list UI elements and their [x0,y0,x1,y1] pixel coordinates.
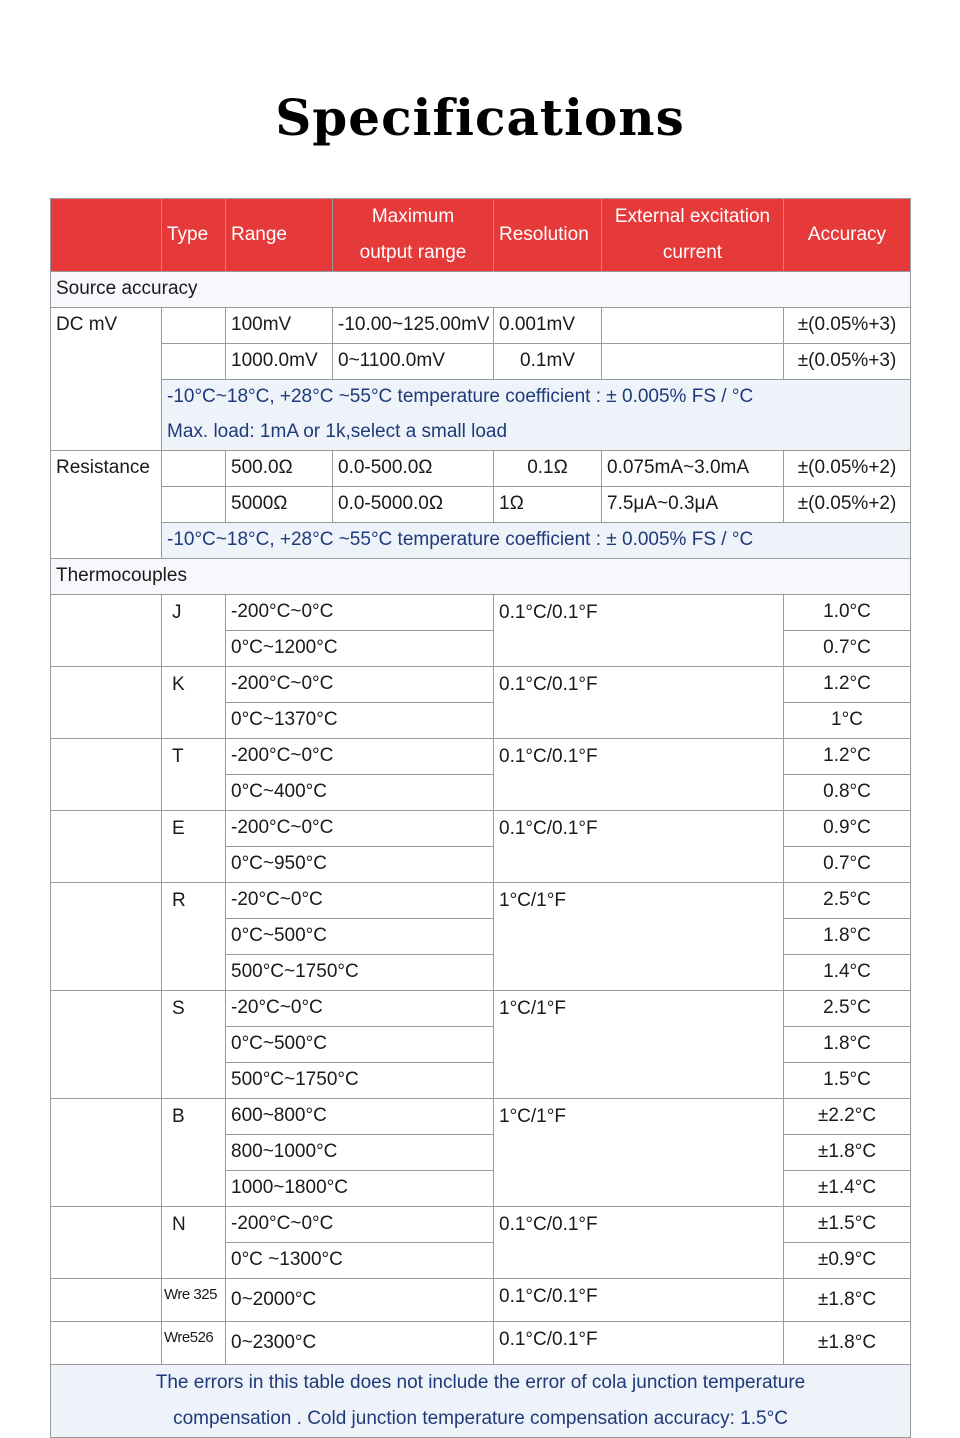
thermocouple-type: S [162,991,226,1099]
accuracy-cell: 0.7°C [784,631,911,667]
page-title: Specifications [275,88,685,147]
accuracy-cell: 1.8°C [784,919,911,955]
accuracy-cell: ±1.8°C [784,1279,911,1322]
table-row [51,308,911,344]
excitation-cell: 7.5μA~0.3μA [602,487,784,523]
accuracy-cell: ±1.8°C [784,1322,911,1365]
accuracy-cell: ±(0.05%+2) [784,451,911,487]
max-load-note: Max. load: 1mA or 1k,select a small load [162,415,911,451]
range-cell: 0~2000°C [226,1279,494,1322]
range-cell: 0~2300°C [226,1322,494,1365]
accuracy-cell: ±(0.05%+3) [784,344,911,380]
thermocouple-type: N [162,1207,226,1279]
table-header-row [51,199,911,272]
footer-note-line1: The errors in this table does not include the error of cola junction temperature [155,1372,806,1393]
range-cell: 0°C~1200°C [226,631,494,667]
header-excitation-line1: External excitation [614,206,771,227]
header-range: Range [226,199,333,272]
range-cell: 0°C~500°C [226,919,494,955]
resolution-cell: 0.1°C/0.1°F [494,1322,784,1365]
range-cell: 0°C~500°C [226,1027,494,1063]
cold-junction-note [51,1365,911,1438]
spec-table [50,198,911,1438]
resolution-cell: 1°C/1°F [494,883,784,991]
thermocouple-type: Wre526 [162,1322,226,1365]
resistance-label: Resistance [51,451,162,559]
resolution-cell: 0.1°C/0.1°F [494,739,784,811]
blank-cell [51,1279,162,1322]
table-row [51,811,911,847]
range-cell: 500.0Ω [226,451,333,487]
section-row-thermocouples [51,559,911,595]
accuracy-cell: ±1.4°C [784,1171,911,1207]
accuracy-cell: 1.5°C [784,1063,911,1099]
range-cell: 500°C~1750°C [226,1063,494,1099]
accuracy-cell: ±(0.05%+3) [784,308,911,344]
accuracy-cell: ±1.8°C [784,1135,911,1171]
header-type: Type [162,199,226,272]
table-row [51,1207,911,1243]
table-row [51,487,911,523]
header-accuracy: Accuracy [784,199,911,272]
header-excitation-line2: current [662,242,723,263]
table-row [51,739,911,775]
header-max-output [333,199,494,272]
blank-cell [51,1099,162,1207]
footer-note-row [51,1365,911,1438]
thermocouple-type: R [162,883,226,991]
range-cell: 5000Ω [226,487,333,523]
type-cell [162,308,226,344]
accuracy-cell: 1.0°C [784,595,911,631]
accuracy-cell: ±0.9°C [784,1243,911,1279]
type-cell [162,344,226,380]
section-row-source-accuracy [51,272,911,308]
table-row [51,595,911,631]
blank-cell [51,991,162,1099]
accuracy-cell: 1°C [784,703,911,739]
thermocouple-type: Wre 325 [162,1279,226,1322]
accuracy-cell: ±1.5°C [784,1207,911,1243]
range-cell: 600~800°C [226,1099,494,1135]
thermocouple-type: E [162,811,226,883]
resolution-cell: 1Ω [494,487,602,523]
accuracy-cell: 1.2°C [784,739,911,775]
range-cell: 100mV [226,308,333,344]
range-cell: 1000~1800°C [226,1171,494,1207]
range-cell: 0°C~950°C [226,847,494,883]
blank-cell [51,667,162,739]
table-row [51,1099,911,1135]
header-max-output-line1: Maximum [371,206,455,227]
accuracy-cell: 0.8°C [784,775,911,811]
excitation-cell [602,308,784,344]
excitation-cell: 0.075mA~3.0mA [602,451,784,487]
max-output-cell: -10.00~125.00mV [333,308,494,344]
range-cell: 0°C~1370°C [226,703,494,739]
max-output-cell: 0.0-500.0Ω [333,451,494,487]
table-row [51,344,911,380]
resolution-cell: 1°C/1°F [494,1099,784,1207]
range-cell: 500°C~1750°C [226,955,494,991]
table-row [51,883,911,919]
accuracy-cell: 0.9°C [784,811,911,847]
range-cell: 0°C~400°C [226,775,494,811]
footer-note-line2: compensation . Cold junction temperature compensation accuracy: 1.5°C [173,1408,788,1429]
section-label: Thermocouples [51,559,911,595]
thermocouple-type: K [162,667,226,739]
range-cell: 800~1000°C [226,1135,494,1171]
range-cell: 0°C ~1300°C [226,1243,494,1279]
resolution-cell: 0.001mV [494,308,602,344]
resolution-cell: 0.1°C/0.1°F [494,595,784,667]
header-blank [51,199,162,272]
thermocouple-type: J [162,595,226,667]
accuracy-cell: 1.4°C [784,955,911,991]
table-row [51,1322,911,1365]
excitation-cell [602,344,784,380]
temperature-coefficient-note: -10°C~18°C, +28°C ~55°C temperature coefficient : ± 0.005% FS / °C [162,380,911,416]
blank-cell [51,739,162,811]
range-cell: -20°C~0°C [226,991,494,1027]
blank-cell [51,1322,162,1365]
table-row [51,451,911,487]
range-cell: -200°C~0°C [226,1207,494,1243]
max-output-cell: 0~1100.0mV [333,344,494,380]
blank-cell [51,883,162,991]
blank-cell [51,811,162,883]
max-output-cell: 0.0-5000.0Ω [333,487,494,523]
range-cell: -200°C~0°C [226,739,494,775]
range-cell: -200°C~0°C [226,811,494,847]
type-cell [162,451,226,487]
accuracy-cell: 1.8°C [784,1027,911,1063]
accuracy-cell: ±2.2°C [784,1099,911,1135]
blank-cell [51,595,162,667]
accuracy-cell: 2.5°C [784,991,911,1027]
resolution-cell: 1°C/1°F [494,991,784,1099]
note-row [51,523,911,559]
table-row [51,667,911,703]
temperature-coefficient-note: -10°C~18°C, +28°C ~55°C temperature coefficient : ± 0.005% FS / °C [162,523,911,559]
accuracy-cell: 1.2°C [784,667,911,703]
note-row [51,380,911,416]
resolution-cell: 0.1Ω [494,451,602,487]
header-excitation [602,199,784,272]
header-resolution: Resolution [494,199,602,272]
resolution-cell: 0.1°C/0.1°F [494,1279,784,1322]
accuracy-cell: 0.7°C [784,847,911,883]
range-cell: -200°C~0°C [226,667,494,703]
range-cell: -200°C~0°C [226,595,494,631]
type-cell [162,487,226,523]
resolution-cell: 0.1°C/0.1°F [494,811,784,883]
accuracy-cell: 2.5°C [784,883,911,919]
header-max-output-line2: output range [359,242,467,263]
blank-cell [51,1207,162,1279]
range-cell: 1000.0mV [226,344,333,380]
note-row [51,415,911,451]
thermocouple-type: B [162,1099,226,1207]
resolution-cell: 0.1°C/0.1°F [494,667,784,739]
resolution-cell: 0.1mV [494,344,602,380]
table-row [51,991,911,1027]
table-row [51,1279,911,1322]
thermocouple-type: T [162,739,226,811]
section-label: Source accuracy [51,272,911,308]
resolution-cell: 0.1°C/0.1°F [494,1207,784,1279]
accuracy-cell: ±(0.05%+2) [784,487,911,523]
range-cell: -20°C~0°C [226,883,494,919]
dcmv-label: DC mV [51,308,162,451]
